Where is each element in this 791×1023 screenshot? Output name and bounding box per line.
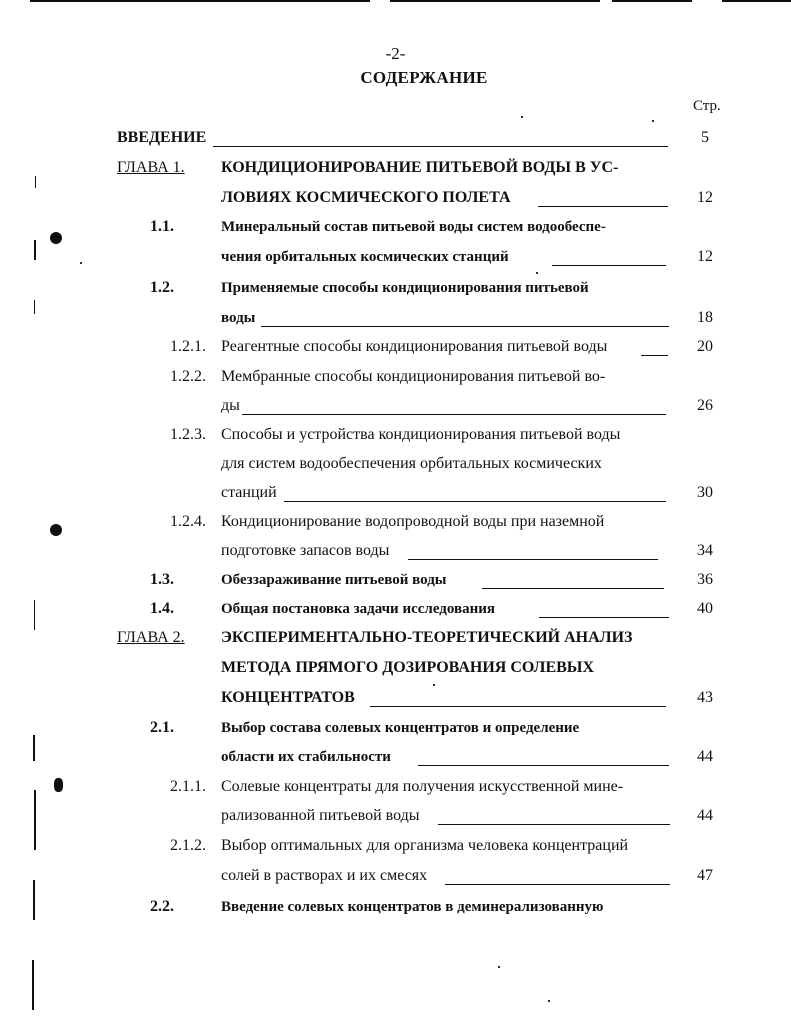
toc-section-number: 2.1.2.: [170, 837, 206, 854]
toc-entry-title: Применяемые способы кондиционирования питьевой: [221, 280, 589, 296]
toc-page-number: 18: [697, 309, 713, 326]
toc-entry-title: Общая постановка задачи исследования: [221, 601, 495, 617]
toc-page-number: 44: [697, 807, 713, 824]
toc-entry-title: Солевые концентраты для получения искусственной мине-: [221, 778, 624, 795]
toc-entry-title: области их стабильности: [221, 749, 391, 765]
toc-entry-title: Выбор оптимальных для организма человека концентраций: [221, 837, 629, 854]
toc-section-number: 2.1.: [150, 719, 174, 736]
scan-top-edge-4: [722, 0, 791, 2]
toc-entry-title: рализованной питьевой воды: [221, 807, 420, 824]
toc-leader: [482, 588, 664, 589]
toc-entry-title: Мембранные способы кондиционирования питьевой во-: [221, 368, 606, 385]
toc-section-number: 1.4.: [150, 600, 174, 617]
scan-edge-1: [34, 240, 36, 260]
toc-entry-title: станций: [221, 484, 277, 501]
scan-edge-7: [33, 880, 35, 920]
toc-page-number: 30: [697, 484, 713, 501]
toc-section-number: 2.1.1.: [170, 778, 206, 795]
toc-leader: [284, 501, 666, 502]
scan-mark-2: [50, 524, 62, 536]
toc-leader: [539, 617, 669, 618]
toc-section-number: 1.1.: [150, 218, 174, 235]
page-number: -2-: [385, 44, 406, 63]
scan-mark-3: [54, 778, 63, 792]
toc-page-number: 36: [697, 571, 713, 588]
toc-section-number: 1.3.: [150, 571, 174, 588]
scan-speck: [498, 966, 500, 968]
scan-edge-2: [34, 300, 35, 314]
toc-section-number: 2.2.: [150, 898, 174, 915]
toc-entry-title: чения орбитальных космических станций: [221, 249, 509, 265]
toc-page-number: 44: [697, 748, 713, 765]
toc-entry-title: Реагентные способы кондиционирования питьевой воды: [221, 338, 608, 355]
toc-leader: [242, 414, 666, 415]
toc-section-number: 1.2.1.: [170, 338, 206, 355]
scan-edge-4: [34, 600, 35, 630]
toc-page-number: 34: [697, 542, 713, 559]
toc-section-number: 1.2.3.: [170, 426, 206, 443]
toc-leader: [370, 706, 666, 707]
scan-top-edge-2: [390, 0, 600, 2]
toc-chapter-number: ГЛАВА 2.: [117, 629, 185, 646]
toc-leader: [418, 765, 669, 766]
toc-page-number: 26: [697, 397, 713, 414]
toc-leader: [438, 824, 670, 825]
scan-top-edge-3: [612, 0, 692, 2]
scan-speck: [652, 120, 654, 122]
toc-entry-title: ЛОВИЯХ КОСМИЧЕСКОГО ПОЛЕТА: [221, 189, 511, 206]
toc-page-number: 12: [697, 248, 713, 265]
toc-chapter-number: ГЛАВА 1.: [117, 159, 185, 176]
toc-entry-title: Кондиционирование водопроводной воды при наземной: [221, 513, 605, 530]
scan-top-edge: [30, 0, 370, 2]
toc-entry-title: для систем водообеспечения орбитальных космических: [221, 455, 602, 472]
toc-section-number: 1.2.2.: [170, 368, 206, 385]
toc-entry-title: ВВЕДЕНИЕ: [117, 129, 207, 146]
toc-entry-title: Способы и устройства кондиционирования питьевой воды: [221, 426, 621, 443]
toc-section-number: 1.2.: [150, 279, 174, 296]
toc-entry-title: КОНЦЕНТРАТОВ: [221, 689, 355, 706]
toc-entry-title: Минеральный состав питьевой воды систем водообеспе-: [221, 219, 606, 235]
toc-entry-title: Введение солевых концентратов в деминерализованную: [221, 899, 604, 915]
scan-speck: [521, 116, 523, 118]
toc-page-number: 40: [697, 600, 713, 617]
toc-leader: [261, 326, 669, 327]
toc-entry-title: МЕТОДА ПРЯМОГО ДОЗИРОВАНИЯ СОЛЕВЫХ: [221, 659, 595, 676]
scan-speck: [548, 1000, 550, 1002]
scan-edge-6: [34, 790, 36, 850]
scan-mark-1: [50, 232, 62, 244]
toc-page-number: 43: [697, 689, 713, 706]
scan-speck: [80, 262, 82, 264]
toc-leader: [641, 355, 668, 356]
scan-edge-3: [35, 176, 36, 188]
toc-entry-title: воды: [221, 310, 256, 326]
toc-section-number: 1.2.4.: [170, 513, 206, 530]
toc-entry-title: КОНДИЦИОНИРОВАНИЕ ПИТЬЕВОЙ ВОДЫ В УС-: [221, 159, 619, 176]
toc-page-number: 20: [697, 338, 713, 355]
toc-leader: [538, 206, 668, 207]
page-title: СОДЕРЖАНИЕ: [360, 68, 488, 87]
toc-entry-title: ЭКСПЕРИМЕНТАЛЬНО-ТЕОРЕТИЧЕСКИЙ АНАЛИЗ: [221, 629, 633, 646]
toc-entry-title: Выбор состава солевых концентратов и определение: [221, 720, 580, 736]
toc-page-number: 12: [697, 189, 713, 206]
toc-page-number: 47: [697, 867, 713, 884]
toc-entry-title: солей в растворах и их смесях: [221, 867, 428, 884]
page-column-label: Стр.: [693, 98, 721, 114]
toc-entry-title: ды: [221, 397, 240, 414]
toc-leader: [408, 559, 658, 560]
toc-leader: [213, 146, 668, 147]
toc-page-number: 5: [701, 129, 709, 146]
toc-leader: [445, 884, 670, 885]
toc-leader: [552, 265, 666, 266]
scan-edge-8: [32, 960, 34, 1010]
scan-speck: [433, 684, 435, 686]
toc-entry-title: Обеззараживание питьевой воды: [221, 572, 447, 588]
toc-entry-title: подготовке запасов воды: [221, 542, 390, 559]
scan-edge-5: [33, 735, 35, 761]
